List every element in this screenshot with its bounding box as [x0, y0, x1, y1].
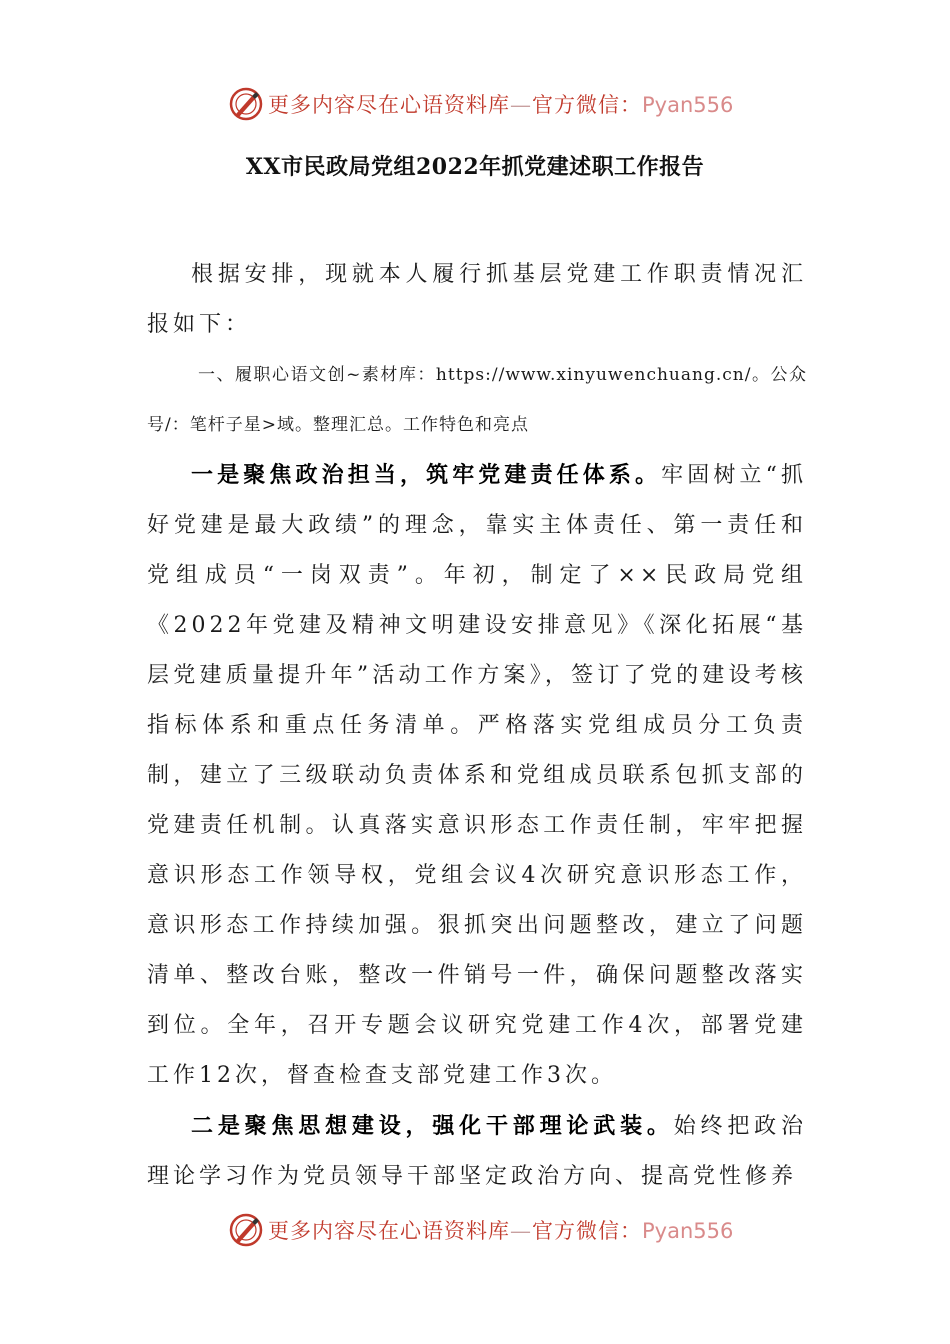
pen-circle-logo-icon [228, 1212, 264, 1248]
document-title: XX市民政局党组2022年抓党建述职工作报告 [245, 154, 705, 180]
watermark-text: 更多内容尽在心语资料库—官方微信：Pyan556 [268, 1219, 734, 1243]
header-watermark [228, 84, 748, 124]
section-heading-line: 一、履职心语文创~素材库：https://www.xinyuwenchuang.cn/。公众号/：笔杆子星>域。整理汇总。工作特色和亮点 [147, 365, 807, 435]
point-two-body: 始终把政治理论学习作为党员领导干部坚定政治方向、提高党性修养 [147, 1114, 807, 1189]
point-one-lead: 一是聚焦政治担当，筑牢党建责任体系。 [191, 462, 662, 488]
point-one-paragraph [147, 450, 807, 1101]
intro-paragraph: 根据安排，现就本人履行抓基层党建工作职责情况汇报如下： [147, 262, 807, 337]
document-body [147, 250, 807, 1202]
point-two-lead: 二是聚焦思想建设，强化干部理论武装。 [191, 1113, 674, 1139]
point-one-body: 牢固树立“抓好党建是最大政绩”的理念，靠实主体责任、第一责任和党组成员“一岗双责”。年初，制定了××民政局党组《2022年党建及精神文明建设安排意见》《深化拓展“基层党建质量提升年”活动工作方案》，签订了党的建设考核指标体系和重点任务清单。严格落实党组成员分工负责制，建立了三级联动负责体系和党组成员联系包抓支部的党建责任机制。认真落实意识形态工作责任制，牢牢把握意识形态工作领导权，党组会议4次研究意识形态工作，意识形态工作持续加强。狠抓突出问题整改，建立了问题清单、整改台账，整改一件销号一件，确保问题整改落实到位。全年，召开专题会议研究党建工作4次，部署党建工作12次，督查检查支部党建工作3次。 [147, 463, 807, 1088]
pen-circle-logo-icon [228, 86, 264, 122]
footer-watermark [228, 1210, 748, 1250]
watermark-text: 更多内容尽在心语资料库—官方微信：Pyan556 [268, 93, 734, 117]
point-two-paragraph [147, 1101, 807, 1202]
